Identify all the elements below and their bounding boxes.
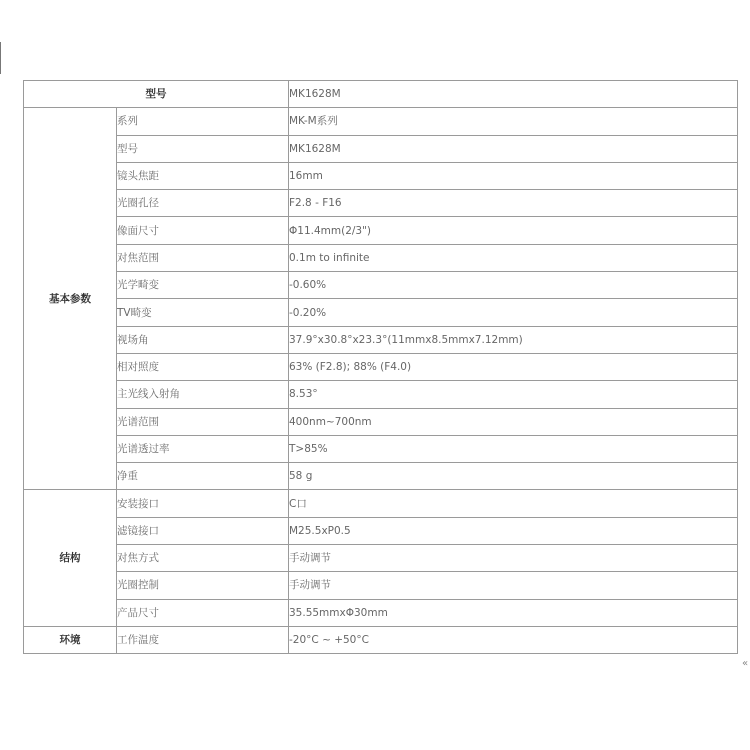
param-name-cell: 工作温度	[117, 626, 289, 653]
param-value-cell: 0.1m to infinite	[289, 244, 738, 271]
table-row	[24, 244, 738, 271]
group-name-cell: 结构	[24, 490, 117, 626]
param-name-cell: 产品尺寸	[117, 599, 289, 626]
table-row	[24, 217, 738, 244]
param-name-cell: TV畸变	[117, 299, 289, 326]
table-row	[24, 545, 738, 572]
param-value-cell: -20°C ~ +50°C	[289, 626, 738, 653]
table-row	[24, 135, 738, 162]
param-value-cell: 37.9°x30.8°x23.3°(11mmx8.5mmx7.12mm)	[289, 326, 738, 353]
table-row	[24, 490, 738, 517]
param-name-cell: 相对照度	[117, 353, 289, 380]
param-value-cell: MK-M系列	[289, 108, 738, 135]
spec-table-body	[24, 81, 738, 654]
param-name-cell: 镜头焦距	[117, 162, 289, 189]
param-value-cell: 手动调节	[289, 545, 738, 572]
table-row	[24, 517, 738, 544]
param-value-cell: 8.53°	[289, 381, 738, 408]
group-name-cell: 环境	[24, 626, 117, 653]
param-name-cell: 视场角	[117, 326, 289, 353]
param-name-cell: 系列	[117, 108, 289, 135]
param-value-cell: F2.8 - F16	[289, 190, 738, 217]
group-name-cell: 基本参数	[24, 108, 117, 490]
param-name-cell: 光圈控制	[117, 572, 289, 599]
table-row	[24, 463, 738, 490]
param-name-cell: 型号	[117, 135, 289, 162]
param-value-cell: 63% (F2.8); 88% (F4.0)	[289, 353, 738, 380]
param-name-cell: 光学畸变	[117, 272, 289, 299]
param-value-cell: 400nm~700nm	[289, 408, 738, 435]
table-row	[24, 299, 738, 326]
param-value-cell: 58 g	[289, 463, 738, 490]
table-header-row	[24, 81, 738, 108]
corner-mark: «	[742, 658, 749, 669]
param-name-cell: 净重	[117, 463, 289, 490]
param-value-cell: Φ11.4mm(2/3")	[289, 217, 738, 244]
table-row	[24, 353, 738, 380]
param-name-cell: 像面尺寸	[117, 217, 289, 244]
left-edge-mark	[0, 42, 1, 74]
param-value-cell: 35.55mmxΦ30mm	[289, 599, 738, 626]
param-name-cell: 光谱透过率	[117, 435, 289, 462]
header-value-cell: MK1628M	[289, 81, 738, 108]
table-row	[24, 572, 738, 599]
param-name-cell: 光谱范围	[117, 408, 289, 435]
param-value-cell: C口	[289, 490, 738, 517]
param-name-cell: 光圈孔径	[117, 190, 289, 217]
header-label-cell: 型号	[24, 81, 289, 108]
table-row	[24, 381, 738, 408]
param-value-cell: 手动调节	[289, 572, 738, 599]
table-row	[24, 162, 738, 189]
table-row	[24, 190, 738, 217]
param-name-cell: 主光线入射角	[117, 381, 289, 408]
param-value-cell: T>85%	[289, 435, 738, 462]
table-row	[24, 435, 738, 462]
table-row	[24, 108, 738, 135]
param-value-cell: MK1628M	[289, 135, 738, 162]
spec-table	[23, 80, 738, 654]
param-name-cell: 安装接口	[117, 490, 289, 517]
param-value-cell: 16mm	[289, 162, 738, 189]
param-name-cell: 对焦范围	[117, 244, 289, 271]
param-value-cell: M25.5xP0.5	[289, 517, 738, 544]
param-name-cell: 滤镜接口	[117, 517, 289, 544]
table-row	[24, 272, 738, 299]
param-name-cell: 对焦方式	[117, 545, 289, 572]
table-row	[24, 326, 738, 353]
table-row	[24, 626, 738, 653]
param-value-cell: -0.60%	[289, 272, 738, 299]
param-value-cell: -0.20%	[289, 299, 738, 326]
table-row	[24, 599, 738, 626]
table-row	[24, 408, 738, 435]
